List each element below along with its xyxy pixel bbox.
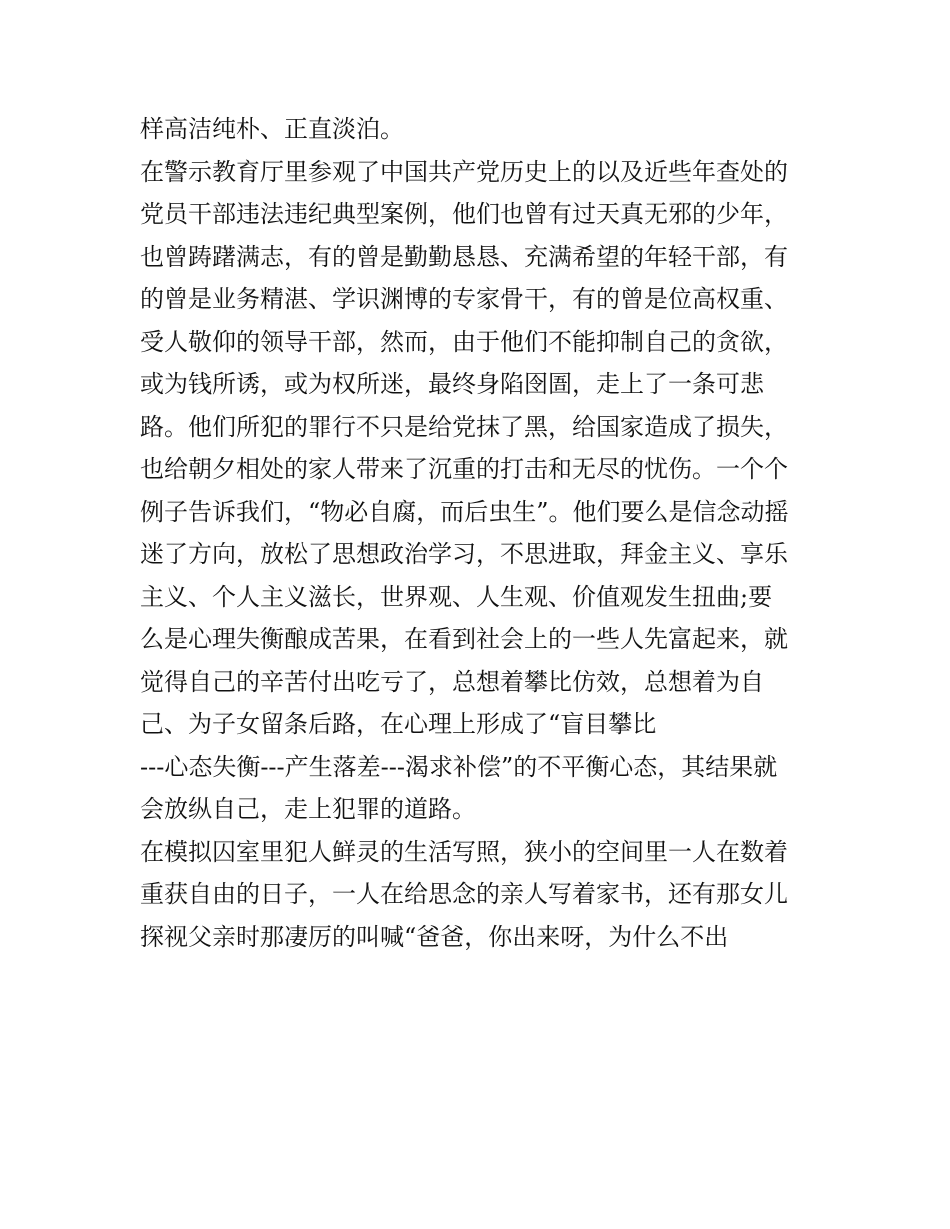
text-line: 会放纵自己，走上犯罪的道路。	[140, 795, 476, 823]
text-line: 或为钱所诱，或为权所迷，最终身陷囹圄，走上了一条可悲	[140, 370, 764, 398]
text-line: 迷了方向，放松了思想政治学习，不思进取，拜金主义、享乐	[140, 540, 788, 568]
text-line: 探视父亲时那凄厉的叫喊“爸爸，你出来呀，为什么不出	[140, 922, 729, 951]
text-line: 路。他们所犯的罪行不只是给党抹了黑，给国家造成了损失，	[140, 412, 788, 441]
text-line: 在模拟囚室里犯人鲜灵的生活写照，狭小的空间里一人在数着	[140, 837, 788, 866]
text-line: 主义、个人主义滋长，世界观、人生观、价值观发生扭曲;要	[140, 582, 773, 611]
text-line: 么是心理失衡酿成苦果，在看到社会上的一些人先富起来，就	[140, 625, 788, 653]
text-line: 在警示教育厅里参观了中国共产党历史上的以及近些年查处的	[140, 157, 788, 186]
document-body	[140, 108, 820, 958]
text-line: 样高洁纯朴、正直淡泊。	[140, 115, 404, 143]
text-line: 受人敬仰的领导干部，然而，由于他们不能抑制自己的贪欲，	[140, 327, 788, 356]
text-line: 己、为子女留条后路，在心理上形成了“盲目攀比	[140, 710, 657, 738]
text-line: 例子告诉我们，“物必自腐，而后虫生”。他们要么是信念动摇	[140, 497, 789, 526]
text-line: 党员干部违法违纪典型案例，他们也曾有过天真无邪的少年，	[140, 200, 788, 228]
text-line: 重获自由的日子，一人在给思念的亲人写着家书，还有那女儿	[140, 880, 788, 908]
text-line: 也曾踌躇满志，有的曾是勤勤恳恳、充满希望的年轻干部，有	[140, 242, 788, 271]
text-line: ---心态失衡---产生落差---渴求补偿”的不平衡心态，其结果就	[140, 752, 778, 781]
text-line: 也给朝夕相处的家人带来了沉重的打击和无尽的忧伤。一个个	[140, 455, 788, 483]
text-line: 觉得自己的辛苦付出吃亏了，总想着攀比仿效，总想着为自	[140, 667, 764, 696]
text-line: 的曾是业务精湛、学识渊博的专家骨干，有的曾是位高权重、	[140, 285, 788, 313]
